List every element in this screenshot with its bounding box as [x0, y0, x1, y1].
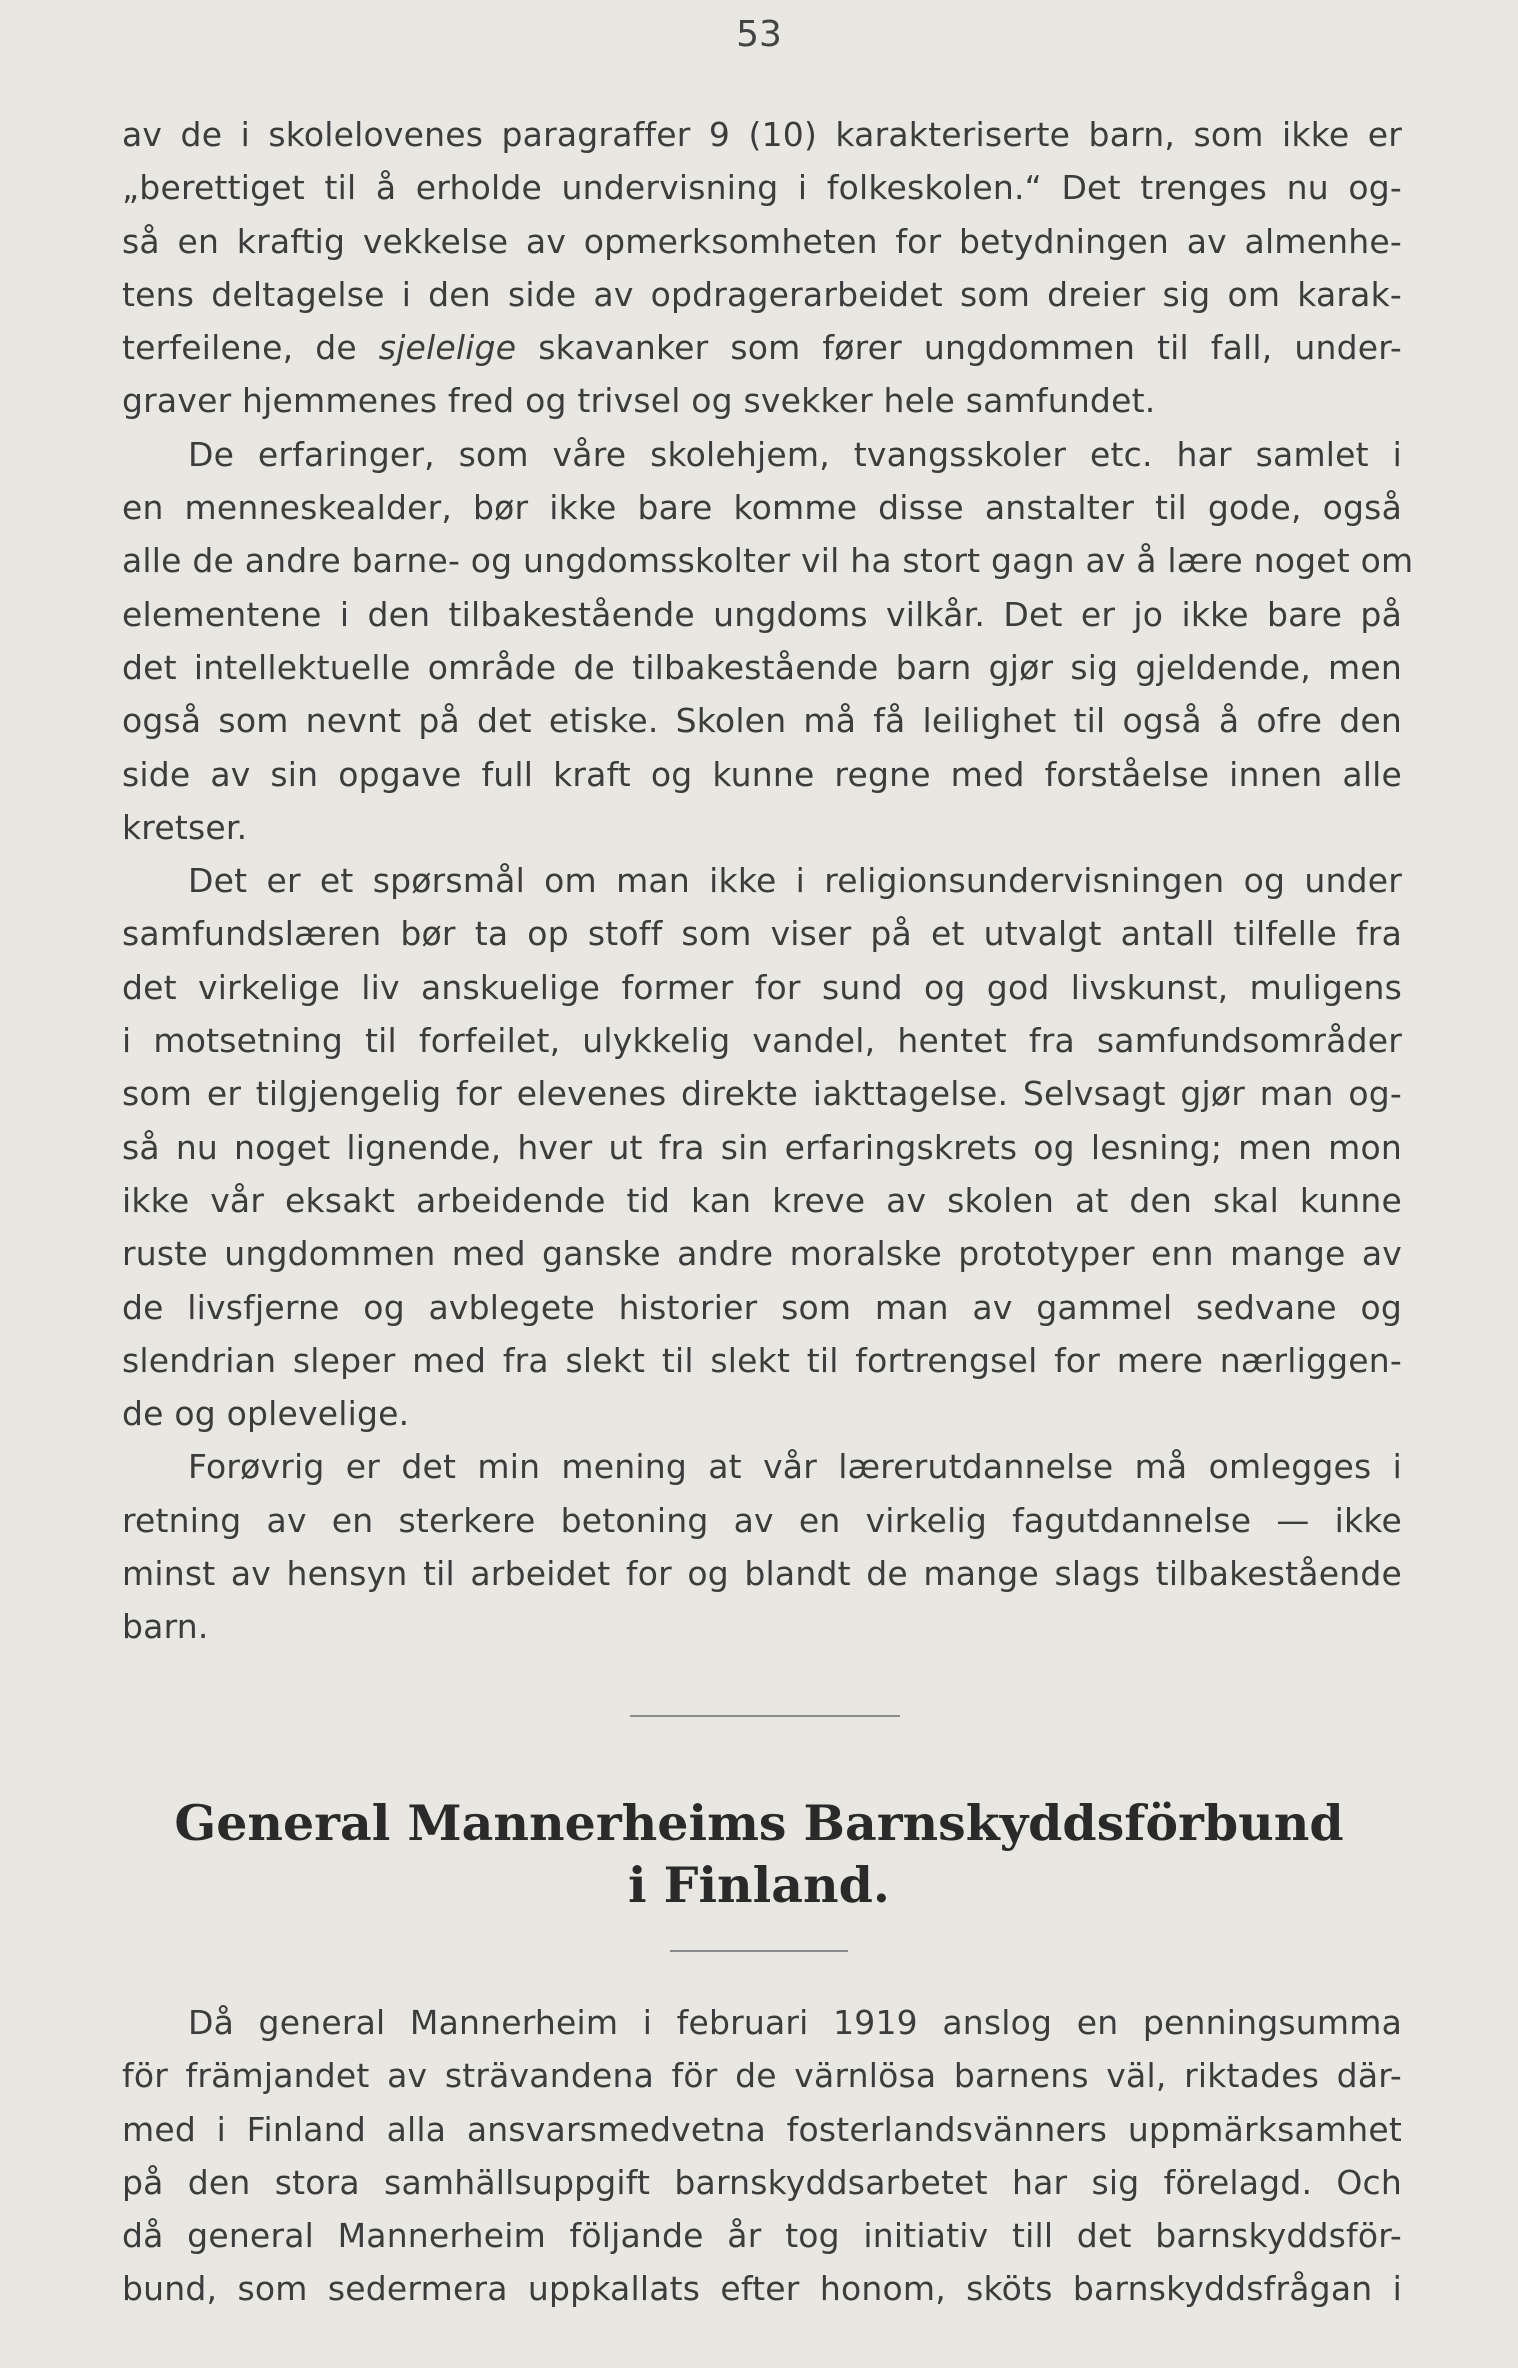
heading-line: i Finland. [627, 1856, 890, 1914]
text-segment: terfeilene, de [122, 328, 379, 368]
paragraph-end-line: de og oplevelige. [122, 1394, 410, 1434]
section-divider [630, 1715, 900, 1717]
text-line: i motsetning til forfeilet, ulykkelig vandel, hentet fra samfundsområder [122, 1021, 1402, 1061]
text-line: bund, som sedermera uppkallats efter honom, sköts barnskyddsfrågan i [122, 2269, 1402, 2309]
text-line: elementene i den tilbakestående ungdoms vilkår. Det er jo ikke bare på [122, 594, 1402, 634]
emphasized-word: sjelelige [378, 328, 517, 368]
text-line: slendrian sleper med fra slekt til slekt til fortrengsel for mere nærliggen- [122, 1340, 1402, 1380]
heading-line: General Mannerheims Barnskyddsförbund [174, 1794, 1344, 1852]
paragraph-start-line: Forøvrig er det min mening at vår lærerutdannelse må omlegges i [188, 1447, 1402, 1487]
text-line: det intellektuelle område de tilbakestående barn gjør sig gjeldende, men [122, 647, 1402, 687]
text-line: så nu noget lignende, hver ut fra sin erfaringskrets og lesning; men mon [122, 1127, 1402, 1167]
heading-underline [670, 1950, 848, 1952]
text-line: side av sin opgave full kraft og kunne regne med forståelse innen alle [122, 754, 1402, 794]
text-line-with-emphasis [122, 321, 1402, 374]
text-line: alle de andre barne- og ungdomsskolter vil ha stort gagn av å lære noget om [122, 541, 1414, 581]
paragraph-end-line: kretser. [122, 807, 248, 847]
swedish-text-block [122, 1996, 1402, 2316]
text-line: ikke vår eksakt arbeidende tid kan kreve av skolen at den skal kunne [122, 1180, 1402, 1220]
text-line: på den stora samhällsuppgift barnskyddsarbetet har sig förelagd. Och [122, 2162, 1402, 2202]
paragraph-end-line: graver hjemmenes fred og trivsel og svekker hele samfundet. [122, 381, 1156, 421]
article-heading [0, 1792, 1518, 1916]
paragraph-start-line: Då general Mannerheim i februari 1919 anslog en penningsumma [188, 2003, 1402, 2042]
text-line: med i Finland alla ansvarsmedvetna fosterlandsvänners uppmärksamhet [122, 2109, 1402, 2149]
text-line: som er tilgjengelig for elevenes direkte iakttagelse. Selvsagt gjør man og- [122, 1074, 1402, 1114]
text-line: av de i skolelovenes paragraffer 9 (10) karakteriserte barn, som ikke er [122, 115, 1402, 154]
text-line: då general Mannerheim följande år tog initiativ till det barnskyddsför- [122, 2216, 1402, 2256]
text-line: samfundslæren bør ta op stoff som viser på et utvalgt antall tilfelle fra [122, 914, 1402, 954]
text-line: de livsfjerne og avblegete historier som man av gammel sedvane og [122, 1287, 1402, 1327]
text-line: så en kraftig vekkelse av opmerksomheten for betydningen av almenhe- [122, 221, 1402, 261]
text-line: tens deltagelse i den side av opdragerarbeidet som dreier sig om karak- [122, 274, 1402, 314]
text-line: retning av en sterkere betoning av en virkelig fagutdannelse — ikke [122, 1500, 1402, 1540]
text-line: en menneskealder, bør ikke bare komme disse anstalter til gode, også [122, 488, 1402, 528]
paragraph-start-line: De erfaringer, som våre skolehjem, tvangsskoler etc. har samlet i [188, 434, 1402, 474]
text-line: minst av hensyn til arbeidet for og blandt de mange slags tilbakestående [122, 1554, 1402, 1594]
page-number: 53 [736, 14, 782, 55]
text-line: för främjandet av strävandena för de värnlösa barnens väl, riktades där- [122, 2056, 1402, 2096]
text-line: det virkelige liv anskuelige former for sund og god livskunst, muligens [122, 967, 1402, 1007]
text-line: også som nevnt på det etiske. Skolen må få leilighet til også å ofre den [122, 701, 1402, 741]
text-line: ruste ungdommen med ganske andre moralske prototyper enn mange av [122, 1234, 1402, 1274]
paragraph-end-line: barn. [122, 1607, 209, 1647]
text-segment: skavanker som fører ungdommen til fall, under- [516, 328, 1402, 368]
norwegian-text-block [122, 108, 1414, 1654]
text-line: „berettiget til å erholde undervisning i folkeskolen.“ Det trenges nu og- [122, 168, 1402, 208]
paragraph-start-line: Det er et spørsmål om man ikke i religionsundervisningen og under [188, 861, 1402, 901]
